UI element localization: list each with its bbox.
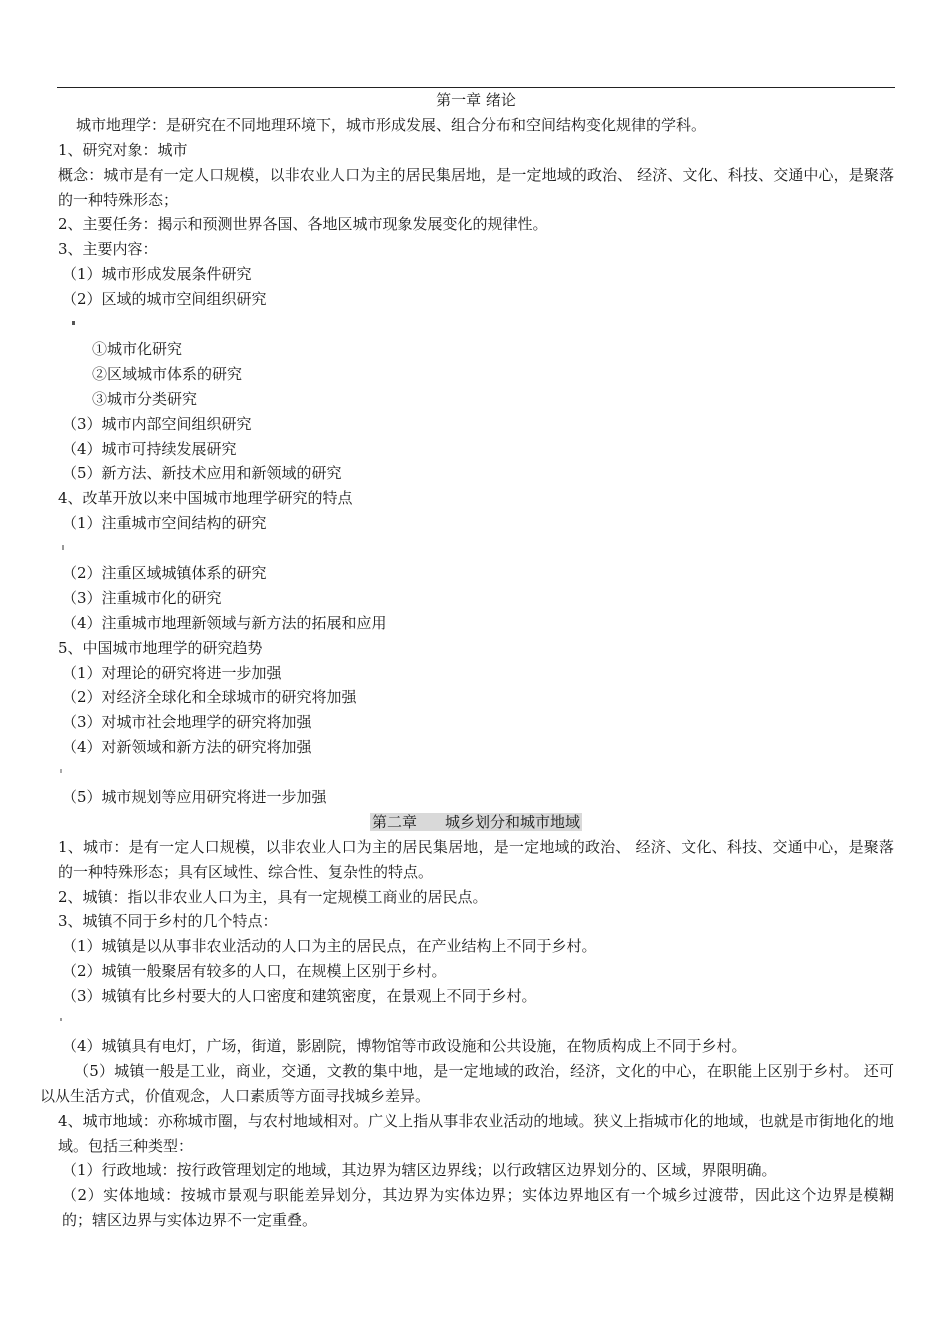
list-subitem: ③城市分类研究 <box>92 389 198 408</box>
list-item: （2）对经济全球化和全球城市的研究将加强 <box>62 688 357 707</box>
list-item: （1）对理论的研究将进一步加强 <box>62 663 282 682</box>
list-item: （2）实体地域：按城市景观与职能差异划分，其边界为实体边界；实体边界地区有一个城乡过渡带，因此这个边界是模糊的；辖区边界与实体边界不一定重叠。 <box>62 1186 894 1230</box>
section-heading: 3、城镇不同于乡村的几个特点： <box>58 912 278 931</box>
list-item: （1）行政地域：按行政管理划定的地域，其边界为辖区边界线；以行政辖区边界划分的、区域，界限明确。 <box>62 1161 777 1180</box>
chapter2-title-highlight <box>370 813 582 831</box>
chapter2-name: 城乡划分和城市地域 <box>445 812 581 831</box>
list-item: （1）城镇是以从事非农业活动的人口为主的居民点，在产业结构上不同于乡村。 <box>62 937 597 956</box>
chapter2-city-paragraph: 1、城市：是有一定人口规模，以非农业人口为主的居民集居地，是一定地域的政治、 经济、文化、科技、交通中心，是聚落的一种特殊形态；具有区域性、综合性、复杂性的特点。 <box>58 837 894 881</box>
list-item: （2）区域的城市空间组织研究 <box>62 290 267 309</box>
chapter1-title: 第一章 绪论 <box>436 91 516 109</box>
list-item-text: （5）城镇一般是工业，商业，交通，文教的集中地，是一定地域的政治，经济，文化的中心，在职能上区别于乡村。 还可以从生活方式，价值观念，人口素质等方面寻找城乡差异。 <box>40 1061 894 1105</box>
chapter2-number: 第二章 <box>371 812 417 831</box>
section-heading: 1、研究对象：城市 <box>58 140 188 159</box>
list-item: （4）城市可持续发展研究 <box>62 439 237 458</box>
section-heading: 2、城镇：指以非农业人口为主，具有一定规模工商业的居民点。 <box>58 887 488 906</box>
list-item: （5）新方法、新技术应用和新领域的研究 <box>62 464 342 483</box>
list-item: （4）注重城市地理新领域与新方法的拓展和应用 <box>62 613 387 632</box>
scan-artifact <box>58 536 894 561</box>
scan-artifact <box>58 312 894 337</box>
scan-artifact <box>58 760 894 785</box>
list-item: （2）注重区域城镇体系的研究 <box>62 563 267 582</box>
section-heading: 3、主要内容： <box>58 240 158 259</box>
list-item: （3）城镇有比乡村要大的人口密度和建筑密度，在景观上不同于乡村。 <box>62 987 537 1006</box>
section-heading: 4、改革开放以来中国城市地理学研究的特点 <box>58 489 353 508</box>
chapter1-definition: 城市地理学：是研究在不同地理环境下，城市形成发展、组合分布和空间结构变化规律的学科。 <box>76 115 707 134</box>
list-item: （3）城市内部空间组织研究 <box>62 414 252 433</box>
scan-artifact <box>58 1009 894 1034</box>
list-subitem: ②区域城市体系的研究 <box>92 364 243 383</box>
list-item: （3）对城市社会地理学的研究将加强 <box>62 713 312 732</box>
list-item: （2）城镇一般聚居有较多的人口，在规模上区别于乡村。 <box>62 962 447 981</box>
concept-paragraph: 概念：城市是有一定人口规模，以非农业人口为主的居民集居地，是一定地域的政治、 经济、文化、科技、交通中心，是聚落的一种特殊形态； <box>58 165 894 209</box>
section-heading: 5、中国城市地理学的研究趋势 <box>58 638 263 657</box>
list-item <box>40 1059 894 1109</box>
list-item: （5）城市规划等应用研究将进一步加强 <box>62 787 327 806</box>
list-item: （1）注重城市空间结构的研究 <box>62 514 267 533</box>
list-item: （1）城市形成发展条件研究 <box>62 265 252 284</box>
section-heading: 4、城市地域：亦称城市圈，与农村地域相对。广义上指从事非农业活动的地域。狭义上指城市化的地域，也就是市街地化的地域。包括三种类型： <box>58 1111 894 1155</box>
document-body <box>40 88 894 1233</box>
list-item: （4）城镇具有电灯，广场，街道，影剧院，博物馆等市政设施和公共设施，在物质构成上不同于乡村。 <box>62 1036 747 1055</box>
list-item: （3）注重城市化的研究 <box>62 588 222 607</box>
list-subitem: ①城市化研究 <box>92 339 183 358</box>
chapter2-title <box>58 810 894 835</box>
section-heading: 2、主要任务：揭示和预测世界各国、各地区城市现象发展变化的规律性。 <box>58 215 548 234</box>
list-item: （4）对新领域和新方法的研究将加强 <box>62 738 312 757</box>
